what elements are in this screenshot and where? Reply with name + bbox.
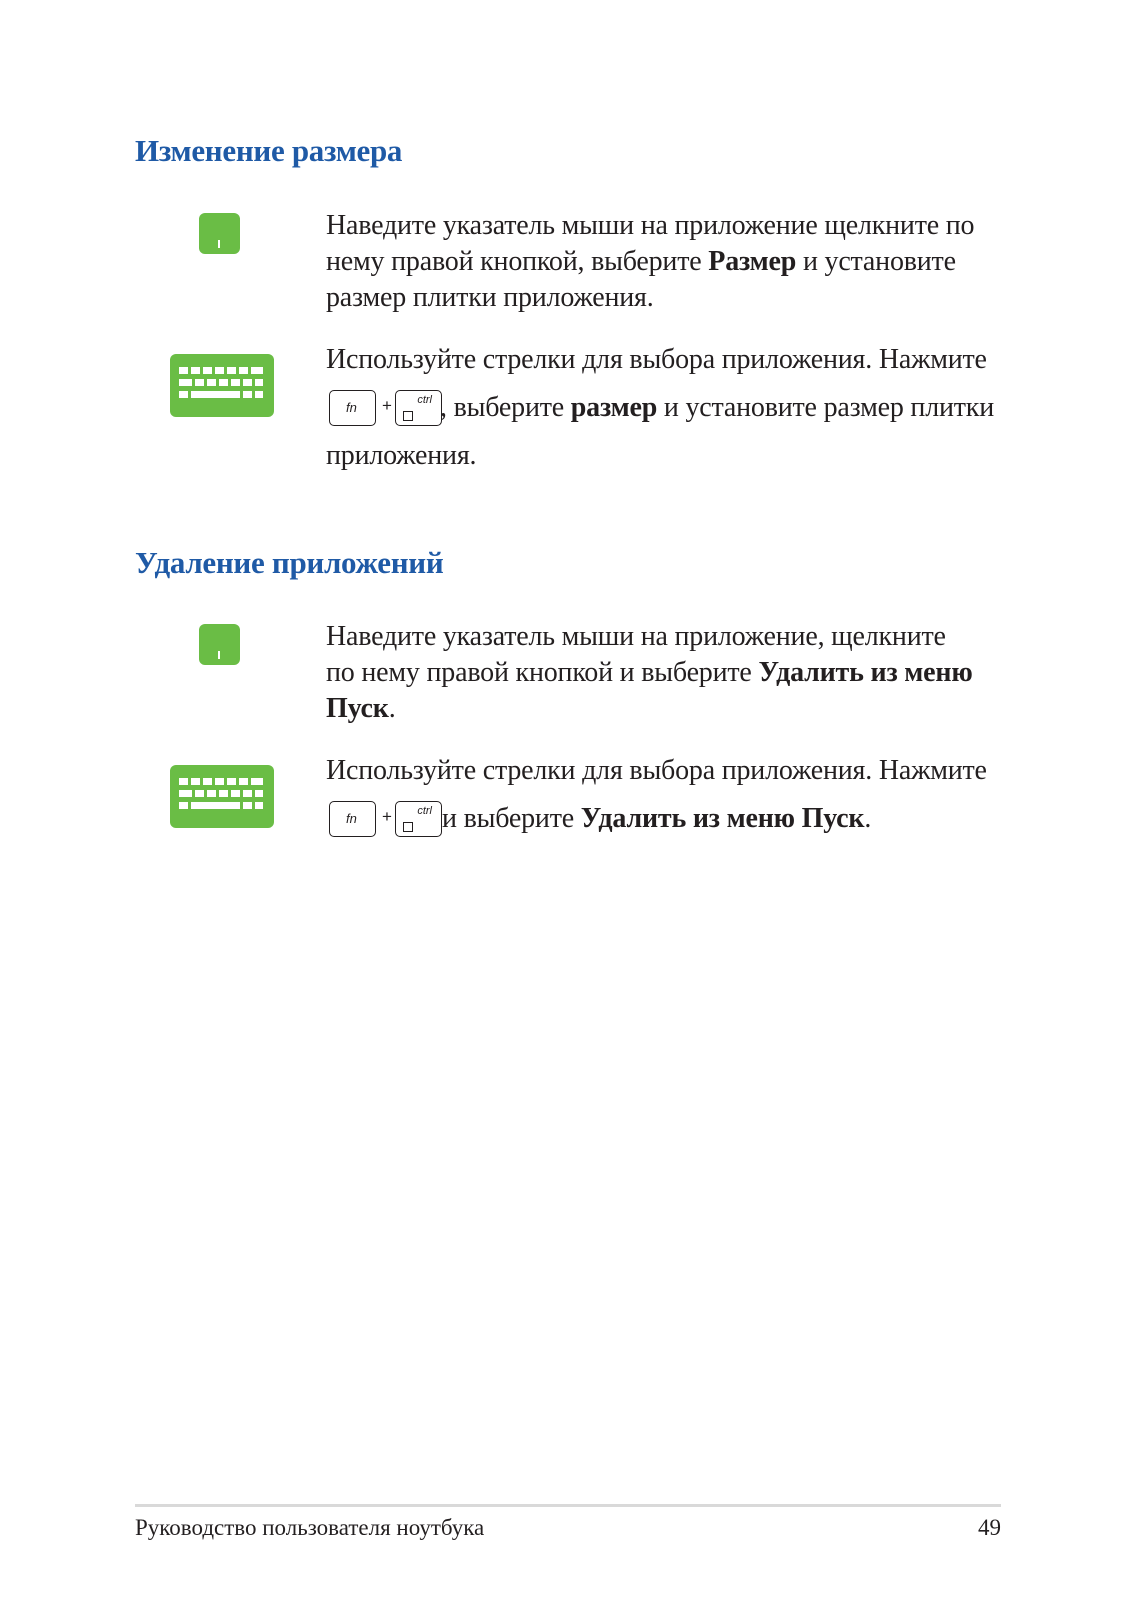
plus-sign: +: [382, 396, 392, 415]
footer-title: Руководство пользователя ноутбука: [135, 1515, 485, 1540]
keyboard-icon: [170, 354, 274, 417]
keyboard-icon: [170, 765, 274, 828]
resize-touchpad-line-3: размер плитки приложения.: [326, 282, 654, 313]
section-heading-resize: Изменение размера: [135, 133, 403, 168]
page-number: 49: [978, 1515, 1001, 1540]
remove-touchpad-line-1: Наведите указатель мыши на приложение, щелкните: [326, 621, 946, 652]
resize-keyboard-line-1: Используйте стрелки для выбора приложения. Нажмите: [326, 344, 987, 375]
resize-touchpad-line-2: нему правой кнопкой, выберите Размер и установите: [326, 246, 956, 277]
windows-icon: [403, 822, 413, 832]
touchpad-icon: [199, 213, 240, 254]
fn-key-icon: fn: [329, 390, 376, 426]
touchpad-icon: [199, 624, 240, 665]
ctrl-key-icon: ctrl: [395, 801, 442, 837]
plus-sign: +: [382, 807, 392, 826]
remove-touchpad-line-3: Пуск.: [326, 693, 396, 724]
windows-icon: [403, 411, 413, 421]
remove-keyboard-line-2: и выберите Удалить из меню Пуск.: [442, 803, 872, 834]
ctrl-key-icon: ctrl: [395, 390, 442, 426]
fn-key-icon: fn: [329, 801, 376, 837]
remove-touchpad-line-2: по нему правой кнопкой и выберите Удалить из меню: [326, 657, 973, 688]
footer-divider: [135, 1504, 1001, 1507]
resize-touchpad-line-1: Наведите указатель мыши на приложение щелкните по: [326, 210, 975, 241]
resize-keyboard-line-2: , выберите размер и установите размер плитки: [440, 392, 994, 423]
section-heading-remove: Удаление приложений: [135, 545, 444, 580]
resize-keyboard-line-3: приложения.: [326, 440, 477, 471]
remove-keyboard-line-1: Используйте стрелки для выбора приложения. Нажмите: [326, 755, 987, 786]
